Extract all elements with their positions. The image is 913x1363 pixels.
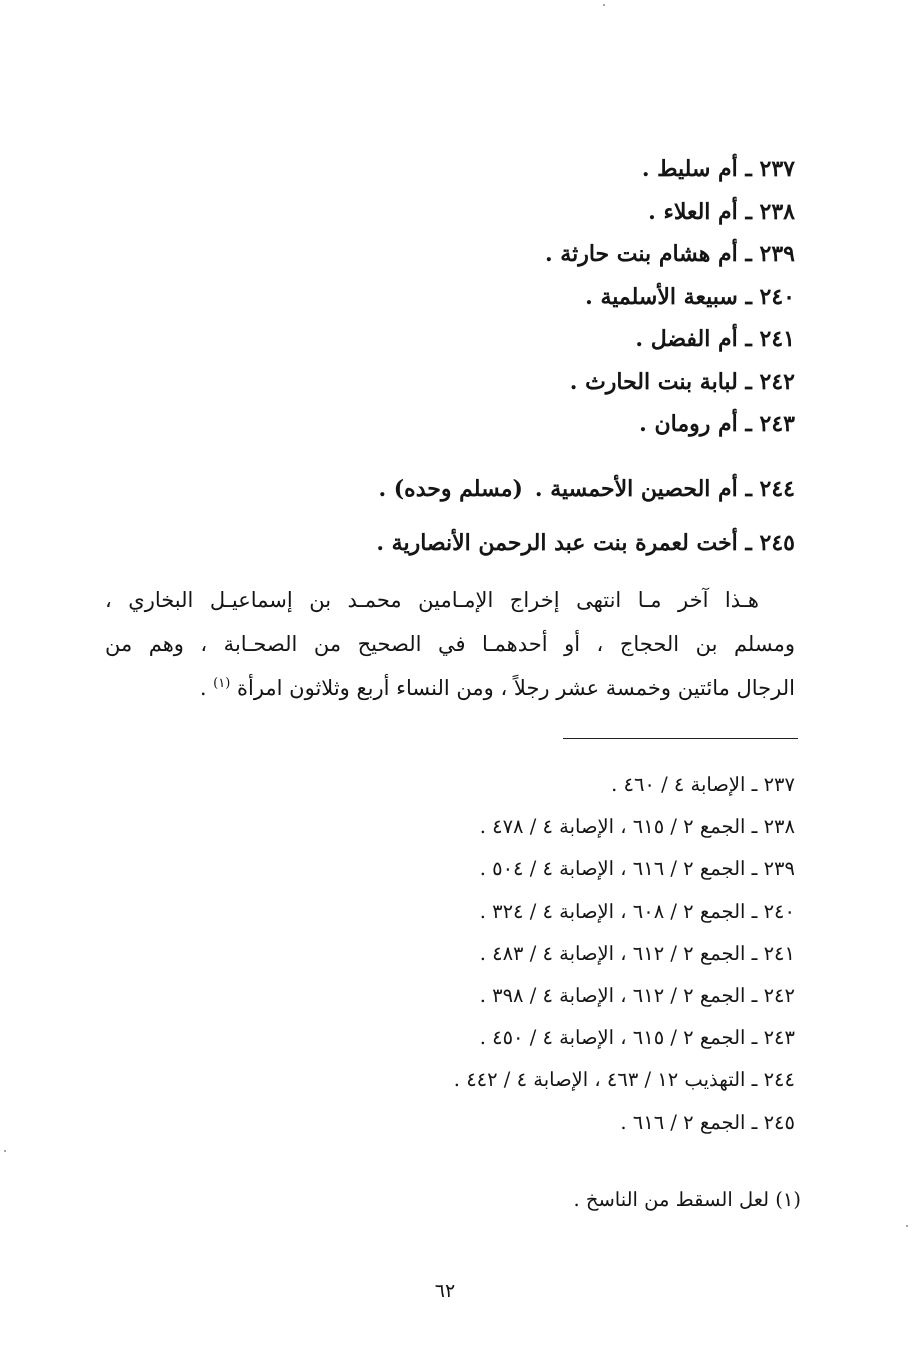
paragraph-line <box>105 666 795 710</box>
list-item <box>235 522 795 565</box>
list-item <box>235 233 795 276</box>
page-number: ٦٢ <box>434 1280 456 1302</box>
footnote-line: ٢٣٨ ـ الجمع ٢ / ٦١٥ ، الإصابة ٤ / ٤٧٨ . <box>479 815 795 839</box>
list-item <box>235 318 795 361</box>
entry-text: ٢٤٠ ـ سبيعة الأسلمية . <box>585 283 795 310</box>
scan-speck <box>4 1150 6 1152</box>
footnote-line: ٢٣٧ ـ الإصابة ٤ / ٤٦٠ . <box>611 773 795 796</box>
list-item <box>235 276 795 319</box>
paragraph-line-end: . <box>199 676 214 700</box>
entry-text: ٢٤٣ ـ أم رومان . <box>639 411 795 437</box>
footnote-line: ٢٤١ ـ الجمع ٢ / ٦١٢ ، الإصابة ٤ / ٤٨٣ . <box>479 941 795 965</box>
footnote-reference[interactable]: (١) <box>213 676 231 691</box>
footnote-line: ٢٤٥ ـ الجمع ٢ / ٦١٦ . <box>620 1110 795 1134</box>
scan-speck <box>603 4 605 6</box>
footnote-line: ٢٣٩ ـ الجمع ٢ / ٦١٦ ، الإصابة ٤ / ٥٠٤ . <box>479 857 795 881</box>
list-item <box>235 468 795 511</box>
entry-text: ٢٤٢ ـ لبابة بنت الحارث . <box>569 368 795 395</box>
list-item <box>235 403 795 446</box>
footnote-1: (١) لعل السقط من الناسخ . <box>573 1188 801 1211</box>
list-item <box>235 361 795 404</box>
paragraph-line-text: الرجال مائتين وخمسة عشر رجلاً ، ومن النساء أربع وثلاثون امرأة <box>237 676 795 700</box>
entry-text: ٢٣٩ ـ أم هشام بنت حارثة . <box>544 241 795 267</box>
narrator-list <box>235 148 795 565</box>
footnote-line: ٢٤٤ ـ التهذيب ١٢ / ٤٦٣ ، الإصابة ٤ / ٤٤٢ . <box>453 1068 795 1092</box>
entry-text: ٢٣٧ ـ أم سليط . <box>641 156 795 182</box>
entry-text: ٢٤١ ـ أم الفضل . <box>635 326 795 352</box>
paragraph-line: ومسلم بن الحجاج ، أو أحدهمـا في الصحيح من الصحـابة ، وهم من <box>105 632 795 656</box>
closing-paragraph <box>105 578 795 710</box>
footnote-line: ٢٤٢ ـ الجمع ٢ / ٦١٢ ، الإصابة ٤ / ٣٩٨ . <box>479 983 795 1007</box>
entry-text: ٢٤٥ ـ أخت لعمرة بنت عبد الرحمن الأنصارية . <box>376 530 795 556</box>
entry-text: ٢٤٤ ـ أم الحصين الأحمسية . <box>534 475 795 502</box>
scan-speck <box>906 1225 908 1227</box>
list-item <box>235 191 795 234</box>
footnote-line: ٢٤٣ ـ الجمع ٢ / ٦١٥ ، الإصابة ٤ / ٤٥٠ . <box>479 1026 795 1050</box>
paragraph-line: هـذا آخر مـا انتهى إخراج الإمـامين محمـد بن إسماعيـل البخاري ، <box>105 588 759 612</box>
footnote-line: ٢٤٠ ـ الجمع ٢ / ٦٠٨ ، الإصابة ٤ / ٣٢٤ . <box>479 899 795 923</box>
entry-text: ٢٣٨ ـ أم العلاء . <box>648 198 795 225</box>
source-footnotes <box>235 764 795 1144</box>
entry-note: (مسلم وحده) . <box>378 475 523 502</box>
footnote-divider <box>563 738 798 739</box>
list-item <box>235 148 795 191</box>
